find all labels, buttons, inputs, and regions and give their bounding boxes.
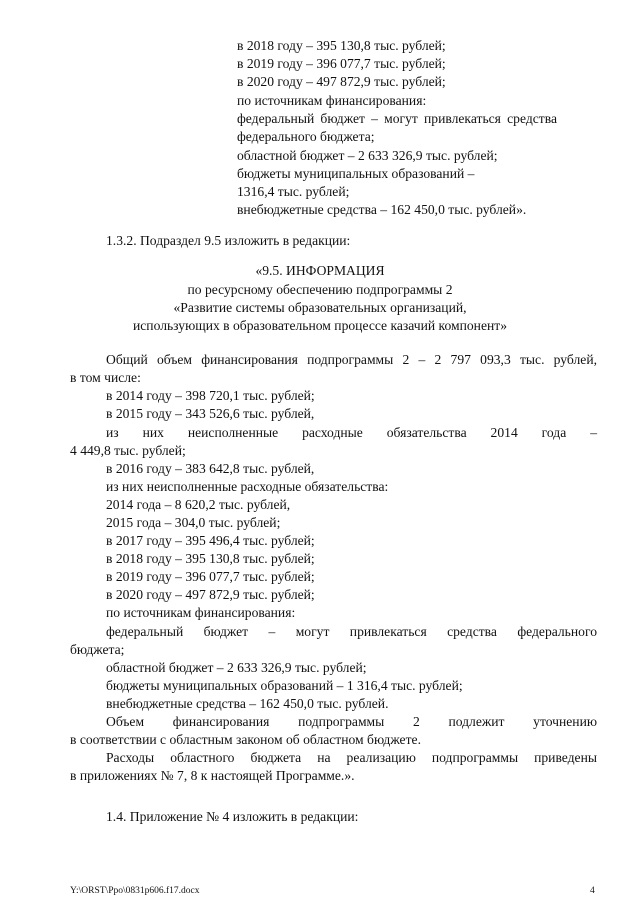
title-line: «9.5. ИНФОРМАЦИЯ xyxy=(255,263,385,278)
text-line: 2015 года – 304,0 тыс. рублей; xyxy=(106,515,281,530)
text-line: 2014 года – 8 620,2 тыс. рублей, xyxy=(106,497,291,512)
text-line: в 2016 году – 383 642,8 тыс. рублей, xyxy=(106,461,315,476)
text-line: федеральный бюджет – могут привлекаться средства xyxy=(237,111,557,126)
text-line: в 2019 году – 396 077,7 тыс. рублей; xyxy=(237,56,446,71)
text-line: в 2020 году – 497 872,9 тыс. рублей; xyxy=(237,74,446,89)
text-line: в том числе: xyxy=(70,370,141,385)
text-line: федерального бюджета; xyxy=(237,129,375,144)
text-line: Объем финансирования подпрограммы 2 подлежит уточнению xyxy=(106,714,597,729)
text-line: Расходы областного бюджета на реализацию подпрограммы приведены xyxy=(106,750,597,765)
text-line: по источникам финансирования: xyxy=(237,93,427,108)
text-line: в 2018 году – 395 130,8 тыс. рублей; xyxy=(237,38,446,53)
text-line: федеральный бюджет – могут привлекаться средства федерального xyxy=(106,624,597,639)
title-line: «Развитие системы образовательных организаций, xyxy=(173,300,467,315)
text-line: в 2014 году – 398 720,1 тыс. рублей; xyxy=(106,388,315,403)
text-line: в 2019 году – 396 077,7 тыс. рублей; xyxy=(106,569,315,584)
section-heading: 1.4. Приложение № 4 изложить в редакции: xyxy=(106,809,359,824)
title-line: по ресурсному обеспечению подпрограммы 2 xyxy=(187,282,453,297)
text-line: в приложениях № 7, 8 к настоящей Программе.». xyxy=(70,768,355,783)
text-line: в 2020 году – 497 872,9 тыс. рублей; xyxy=(106,587,315,602)
text-line: из них неисполненные расходные обязательства 2014 года – xyxy=(106,425,597,440)
text-line: бюджеты муниципальных образований – 1 316,4 тыс. рублей; xyxy=(106,678,463,693)
title-line: использующих в образовательном процессе казачий компонент» xyxy=(133,318,507,333)
text-line: областной бюджет – 2 633 326,9 тыс. рублей; xyxy=(106,660,367,675)
text-line: внебюджетные средства – 162 450,0 тыс. рублей. xyxy=(106,696,389,711)
text-line: бюджеты муниципальных образований – xyxy=(237,166,475,181)
text-line: по источникам финансирования: xyxy=(106,605,296,620)
text-line: в соответствии с областным законом об областном бюджете. xyxy=(70,732,421,747)
section-heading: 1.3.2. Подраздел 9.5 изложить в редакции: xyxy=(106,233,351,248)
text-line: из них неисполненные расходные обязательства: xyxy=(106,479,389,494)
text-line: бюджета; xyxy=(70,642,125,657)
page-number: 4 xyxy=(590,886,595,896)
text-line: областной бюджет – 2 633 326,9 тыс. рублей; xyxy=(237,148,498,163)
text-line: в 2015 году – 343 526,6 тыс. рублей, xyxy=(106,406,315,421)
text-line: в 2018 году – 395 130,8 тыс. рублей; xyxy=(106,551,315,566)
text-line: Общий объем финансирования подпрограммы 2 – 2 797 093,3 тыс. рублей, xyxy=(106,352,597,367)
text-line: в 2017 году – 395 496,4 тыс. рублей; xyxy=(106,533,315,548)
footer-file-path: Y:\ORST\Ppo\0831p606.f17.docx xyxy=(70,886,200,896)
text-line: 1316,4 тыс. рублей; xyxy=(237,184,350,199)
text-line: 4 449,8 тыс. рублей; xyxy=(70,443,186,458)
text-line: внебюджетные средства – 162 450,0 тыс. рублей». xyxy=(237,202,527,217)
